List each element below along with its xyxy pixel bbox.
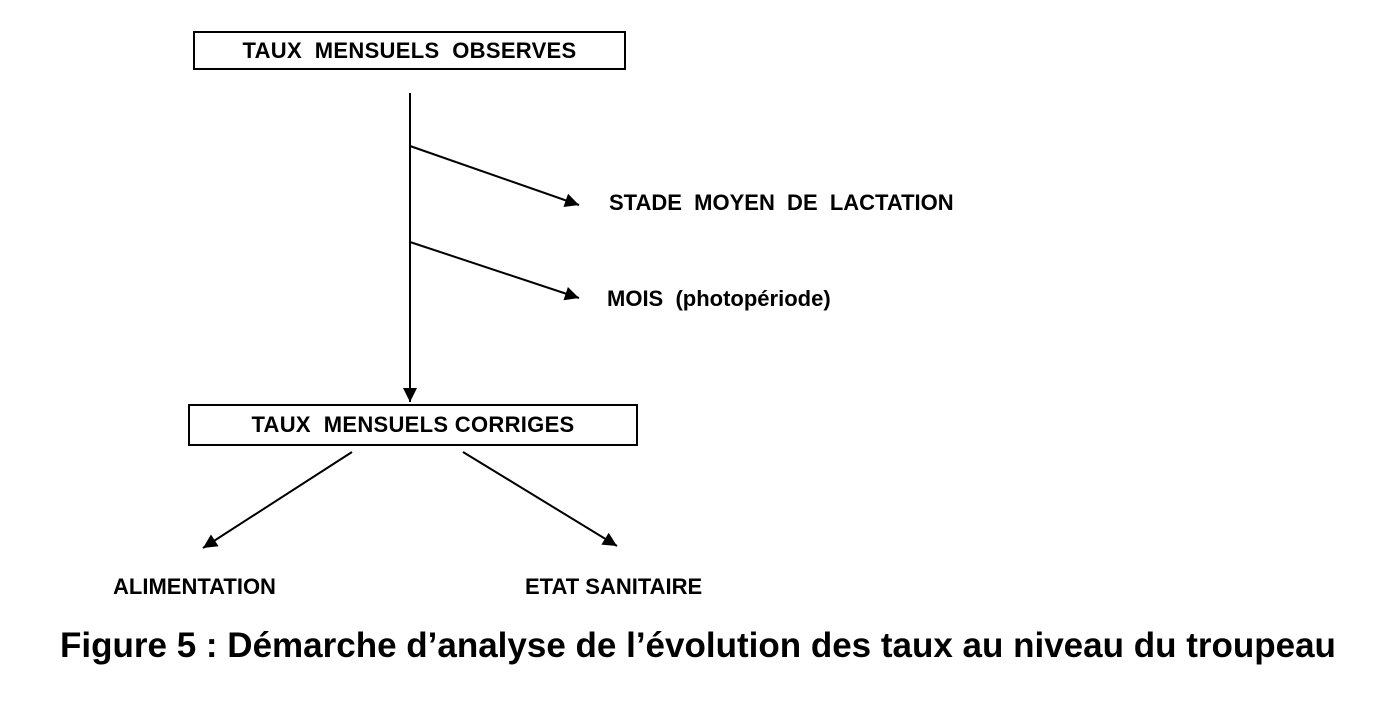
month-photoperiod-label: MOIS (photopériode) xyxy=(607,286,831,311)
figure-caption: Figure 5 : Démarche d’analyse de l’évolution des taux au niveau du troupeau xyxy=(60,626,1336,665)
observed-rates-box xyxy=(193,31,626,70)
observed-rates-label: TAUX MENSUELS OBSERVES xyxy=(242,37,577,63)
arrow-to-lactation-stage xyxy=(410,146,579,205)
health-status-label: ETAT SANITAIRE xyxy=(525,574,703,599)
arrow-to-month xyxy=(410,242,579,298)
lactation-stage-label: STADE MOYEN DE LACTATION xyxy=(609,190,954,215)
corrected-rates-label: TAUX MENSUELS CORRIGES xyxy=(251,412,575,437)
arrow-to-health-status xyxy=(463,452,617,546)
feeding-label: ALIMENTATION xyxy=(113,574,276,599)
arrow-to-feeding xyxy=(203,452,352,548)
corrected-rates-box xyxy=(188,404,638,446)
